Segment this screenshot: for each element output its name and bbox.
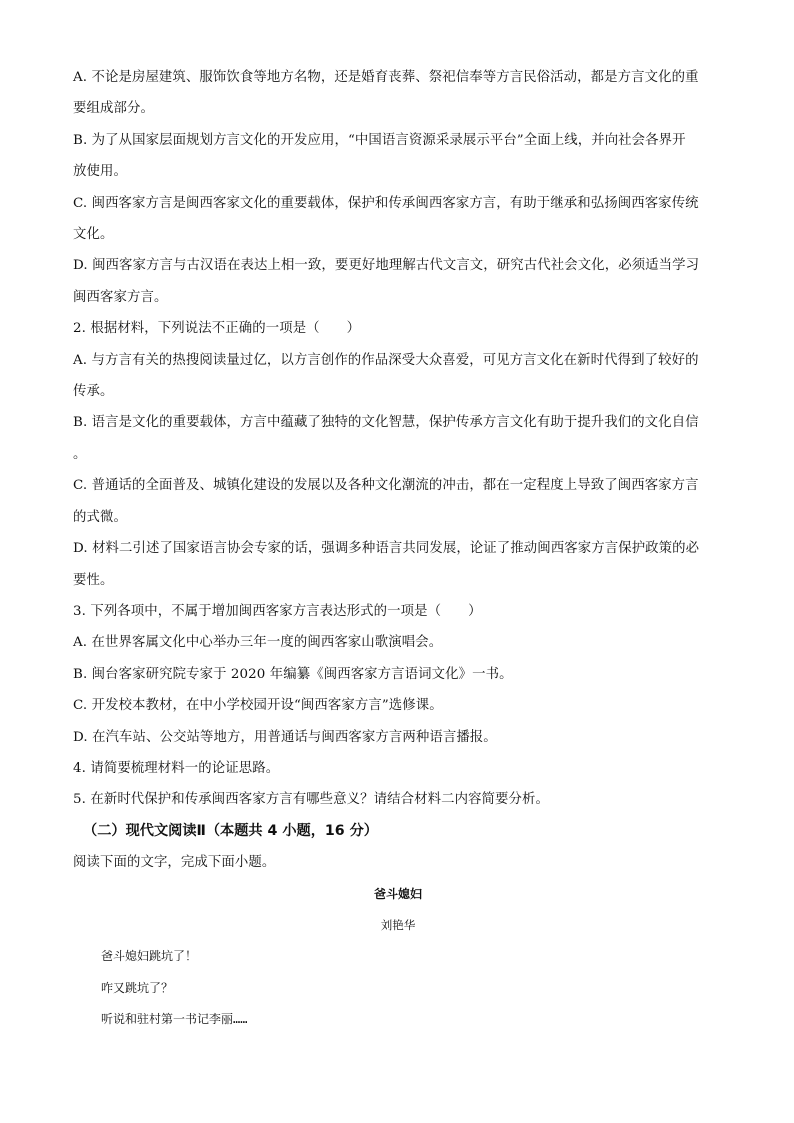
q2-option-a — [73, 345, 723, 408]
q1-options — [73, 62, 723, 313]
option-text: D. 材料二引述了国家语言协会专家的话，强调多种语言共同发展，论证了推动闽西客家方言保护政策的必 — [73, 541, 700, 557]
option-text: C. 普通话的全面普及、城镇化建设的发展以及各种文化潮流的冲击，都在一定程度上导致了闽西客家方言 — [73, 478, 699, 494]
q2-option-b — [73, 407, 723, 470]
story-paragraph: 咋又跳坑了？ — [101, 980, 174, 995]
q3-option-c: C. 开发校本教材，在中小学校园开设“闽西客家方言”选修课。 — [73, 698, 443, 714]
q3-option-b: B. 闽台客家研究院专家于 2020 年编纂《闽西客家方言语词文化》一书。 — [73, 666, 513, 682]
story-paragraph: 爸斗媳妇跳坑了！ — [101, 949, 198, 964]
q1-option-a — [73, 62, 723, 125]
option-text-cont: 文化。 — [73, 227, 114, 243]
q1-option-b — [73, 125, 723, 188]
q2-option-c — [73, 470, 723, 533]
option-text: B. 语言是文化的重要载体，方言中蕴藏了独特的文化智慧，保护传承方言文化有助于提升我们的文化自信 — [73, 415, 699, 431]
q1-option-d — [73, 250, 723, 313]
option-text-cont: 要性。 — [73, 572, 114, 588]
question-3 — [73, 596, 723, 753]
option-text: B. 为了从国家层面规划方言文化的开发应用，“中国语言资源采录展示平台”全面上线，并向社会各界开 — [73, 132, 686, 148]
option-text-cont: 。 — [73, 446, 87, 462]
question-2 — [73, 313, 723, 596]
question-stem: 2. 根据材料，下列说法不正确的一项是（ ） — [73, 321, 361, 337]
reading-instruction: 阅读下面的文字，完成下面小题。 — [73, 855, 276, 871]
question-stem: 3. 下列各项中，不属于增加闽西客家方言表达形式的一项是（ ） — [73, 603, 482, 619]
story-author: 刘艳华 — [380, 917, 416, 932]
option-text: C. 闽西客家方言是闽西客家文化的重要载体，保护和传承闽西客家方言，有助于继承和弘扬闽西客家传统 — [73, 195, 699, 211]
q3-option-d: D. 在汽车站、公交站等地方，用普通话与闽西客家方言两种语言播报。 — [73, 729, 497, 745]
question-4: 4. 请简要梳理材料一的论证思路。 — [73, 760, 280, 776]
option-text-cont: 放使用。 — [73, 164, 127, 180]
story — [73, 879, 723, 1036]
option-text-cont: 的式微。 — [73, 509, 127, 525]
option-text-cont: 传承。 — [73, 384, 114, 400]
story-paragraph: 听说和驻村第一书记李丽…… — [101, 1012, 248, 1027]
story-title: 爸斗媳妇 — [373, 886, 422, 901]
document-page — [73, 62, 723, 1036]
option-text: A. 不论是房屋建筑、服饰饮食等地方名物，还是婚育丧葬、祭祀信奉等方言民俗活动，都是方言文化的重 — [73, 70, 699, 85]
option-text: D. 闽西客家方言与古汉语在表达上相一致，要更好地理解古代文言文，研究古代社会文化，必须适当学习 — [73, 258, 700, 274]
option-text-cont: 要组成部分。 — [73, 101, 154, 117]
question-5: 5. 在新时代保护和传承闽西客家方言有哪些意义？请结合材料二内容简要分析。 — [73, 792, 550, 808]
q2-option-d — [73, 533, 723, 596]
q1-option-c — [73, 188, 723, 251]
option-text-cont: 闽西客家方言。 — [73, 289, 168, 305]
q3-option-a: A. 在世界客属文化中心举办三年一度的闽西客家山歌演唱会。 — [73, 635, 443, 651]
section-heading: （二）现代文阅读Ⅱ（本题共 4 小题，16 分） — [83, 822, 378, 839]
option-text: A. 与方言有关的热搜阅读量过亿，以方言创作的作品深受大众喜爱，可见方言文化在新时代得到了较好的 — [73, 352, 699, 368]
